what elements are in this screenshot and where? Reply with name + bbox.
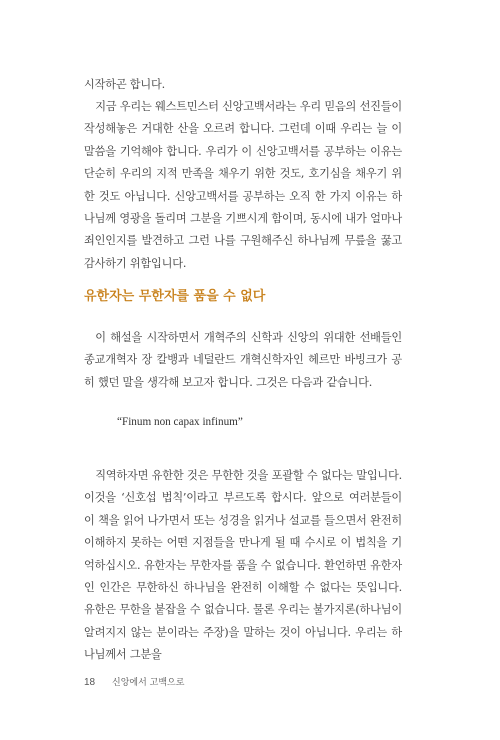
page-number: 18 bbox=[84, 677, 96, 688]
running-title: 신앙에서 고백으로 bbox=[112, 678, 185, 688]
paragraph-section-intro: 이 해설을 시작하면서 개혁주의 신학과 신앙의 위대한 선배들인 종교개혁자 장 칼뱅과 네덜란드 개혁신학자인 헤르만 바빙크가 공히 했던 말을 생각해 보고자 합니다. 그것은 다음과 같습니다. bbox=[84, 331, 402, 389]
latin-quote: “Finum non capax infinum” bbox=[117, 416, 243, 428]
page-footer bbox=[84, 676, 184, 690]
paragraph-continuation: 시작하곤 합니다. bbox=[84, 78, 165, 91]
section-heading: 유한자는 무한자를 품을 수 없다 bbox=[84, 289, 266, 304]
paragraph-explanation: 직역하자면 유한한 것은 무한한 것을 포괄할 수 없다는 말입니다. 이것을 ‘신호섭 법칙’이라고 부르도록 합시다. 앞으로 여러분들이 이 책을 읽어 나가면서 또는 성경을 읽거나 설교를 들으면서 완전히 이해하지 못하는 어떤 지점들을 만나게 될 때 수시로 이 법칙을 기억하십시오. 유한자는 무한자를 품을 수 없습니다. 환언하면 유한자인 인간은 무한하신 하나님을 완전히 이해할 수 없다는 뜻입니다. 유한은 무한을 붙잡을 수 없습니다. 물론 우리는 불가지론(하나님이 알려지지 않는 분이라는 주장)을 말하는 것이 아닙니다. 우리는 하나님께서 그분을 bbox=[84, 469, 402, 662]
paragraph-intro: 지금 우리는 웨스트민스터 신앙고백서라는 우리 믿음의 선진들이 작성해놓은 거대한 산을 오르려 합니다. 그런데 이때 우리는 늘 이 말씀을 기억해야 합니다. 우리가 이 신앙고백서를 공부하는 이유는 단순히 우리의 지적 만족을 채우기 위한 것도, 호기심을 채우기 위한 것도 아닙니다. 신앙고백서를 공부하는 오직 한 가지 이유는 하나님께 영광을 돌리며 그분을 기쁘시게 함이며, 동시에 내가 얼마나 죄인인지를 발견하고 그런 나를 구원해주신 하나님께 무릎을 꿇고 감사하기 위함입니다. bbox=[84, 100, 402, 270]
